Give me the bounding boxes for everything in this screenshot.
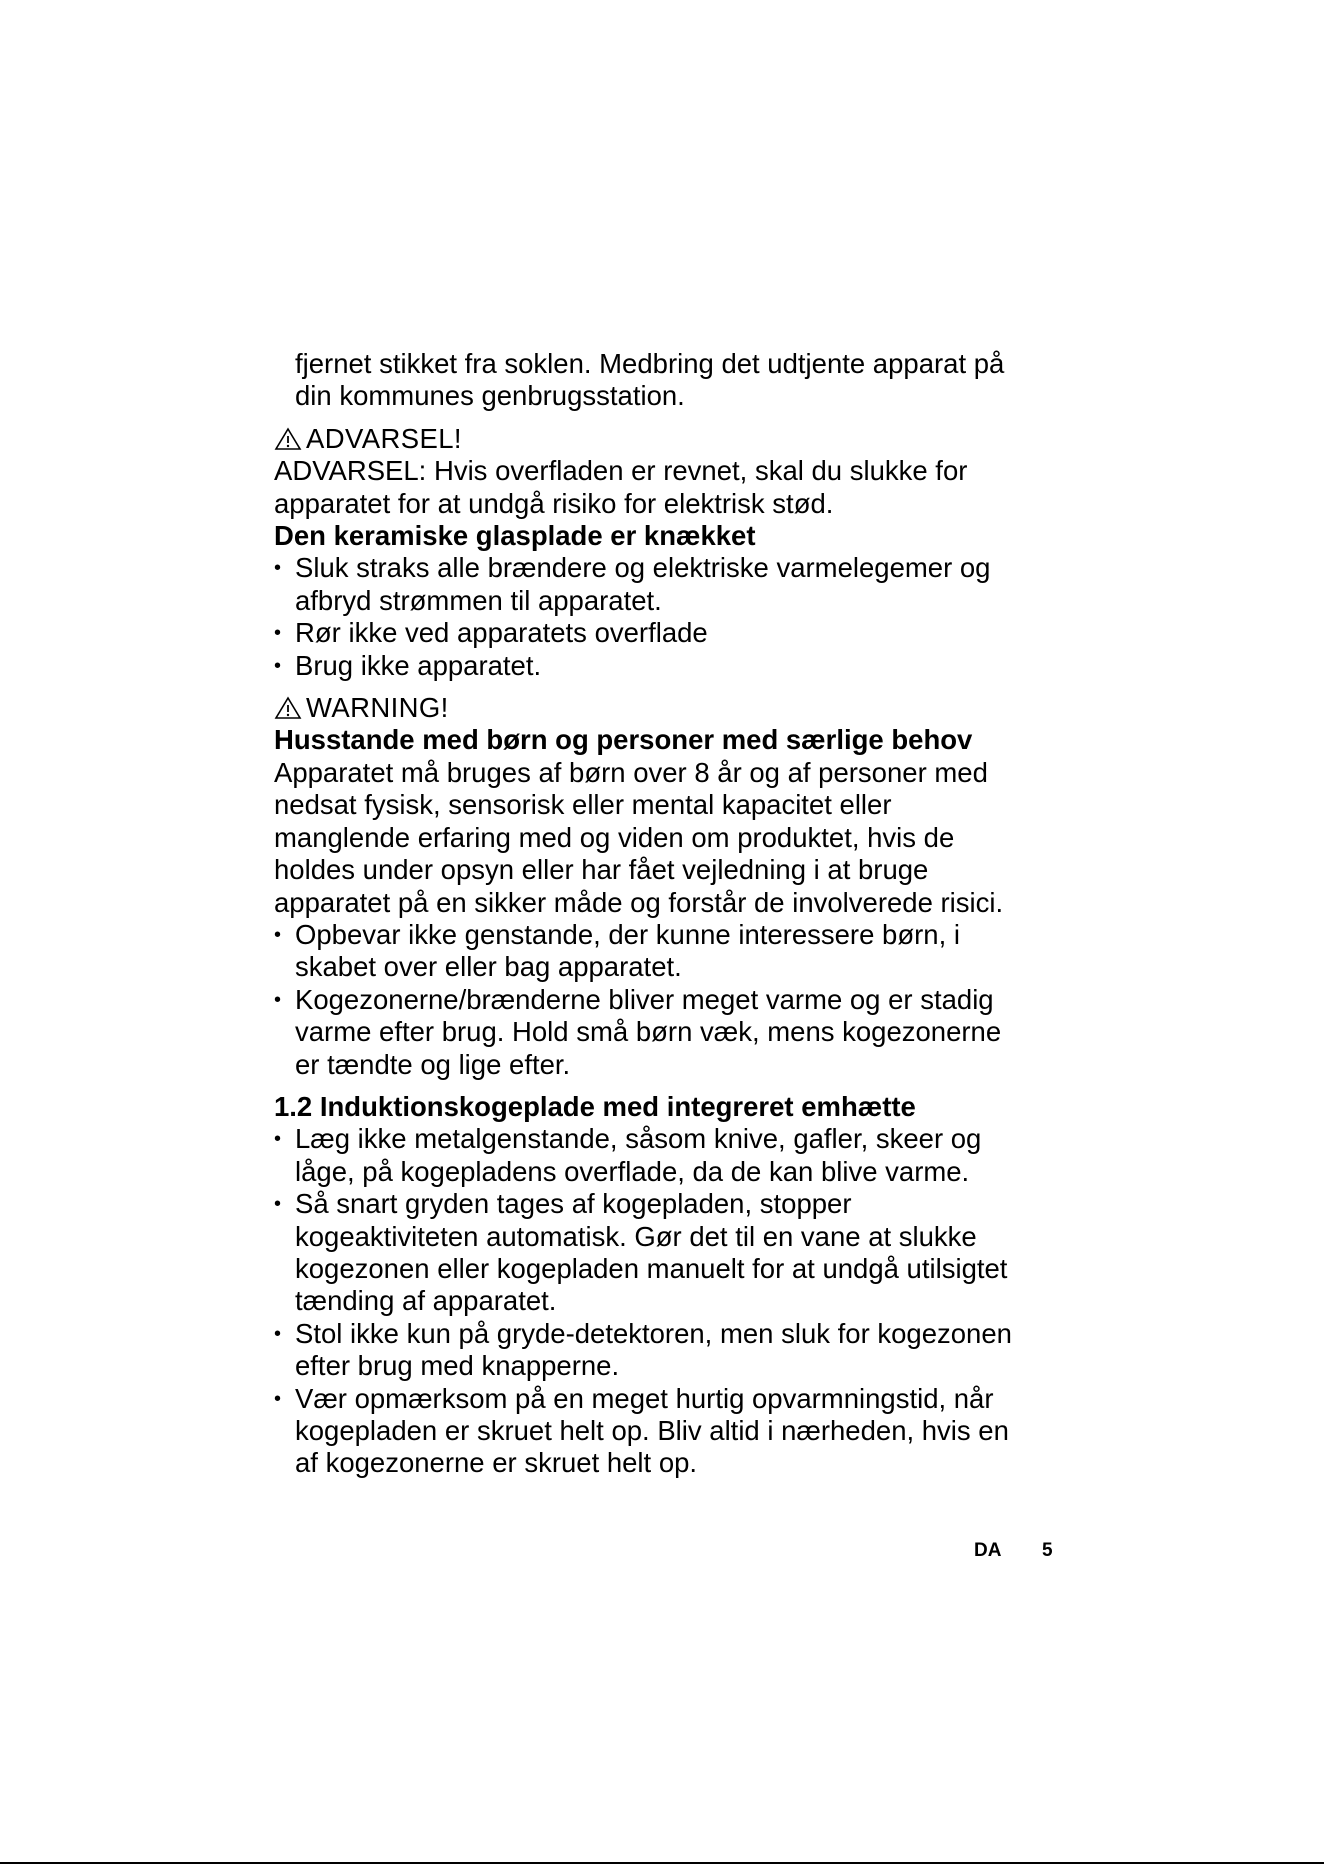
warning-text-line: apparatet på en sikker måde og forstår de involverede risici. (274, 886, 1004, 918)
list-item-line: efter brug med knapperne. (295, 1350, 620, 1382)
list-item (274, 1123, 1074, 1188)
list-item-line: Rør ikke ved apparatets overflade (295, 617, 708, 649)
advarsel-heading-text: ADVARSEL! (306, 422, 462, 454)
intro-paragraph (274, 348, 1074, 413)
intro-line: fjernet stikket fra soklen. Medbring det udtjente apparat på (295, 348, 1005, 379)
section-1-2-bullet-list (274, 1123, 1074, 1479)
advarsel-text-line: apparatet for at undgå risiko for elektrisk stød. (274, 487, 834, 519)
page-footer (974, 1540, 1053, 1562)
warning-triangle-icon (274, 696, 302, 720)
bullet-glyph: • (274, 923, 282, 946)
bullet-glyph: • (274, 1322, 282, 1345)
warning-heading-text: WARNING! (306, 692, 449, 724)
list-item-line: af kogezonerne er skruet helt op. (295, 1447, 698, 1479)
warning-heading (274, 692, 1074, 724)
warning-bullet-list (274, 919, 1074, 1081)
section-1-2 (274, 1091, 1074, 1480)
bottom-rule (0, 1862, 1324, 1864)
page-content (274, 348, 1074, 1480)
bullet-glyph: • (274, 1193, 282, 1216)
warning-text-line: manglende erfaring med og viden om produktet, hvis de (274, 821, 955, 853)
bullet-glyph: • (274, 1128, 282, 1151)
list-item-line: tænding af apparatet. (295, 1285, 557, 1317)
list-item-line: er tændte og lige efter. (295, 1048, 571, 1080)
list-item-line: afbryd strømmen til apparatet. (295, 584, 662, 616)
list-item (274, 1383, 1074, 1480)
bullet-glyph: • (274, 1387, 282, 1410)
list-item (274, 919, 1074, 984)
advarsel-text-line: ADVARSEL: Hvis overfladen er revnet, skal du slukke for (274, 455, 968, 487)
bullet-glyph: • (274, 988, 282, 1011)
warning-text-line: holdes under opsyn eller har fået vejledning i at bruge (274, 854, 929, 886)
list-item (274, 1318, 1074, 1383)
warning-text (274, 757, 1074, 919)
list-item (274, 552, 1074, 617)
list-item-line: kogepladen er skruet helt op. Bliv altid i nærheden, hvis en (295, 1415, 1009, 1446)
list-item-line: Så snart gryden tages af kogepladen, stopper (295, 1188, 852, 1220)
warning-text-line: nedsat fysisk, sensorisk eller mental kapacitet eller (274, 789, 892, 821)
list-item (274, 650, 1074, 682)
warning-triangle-icon (274, 427, 302, 451)
list-item-line: Læg ikke metalgenstande, såsom knive, gafler, skeer og (295, 1123, 982, 1155)
list-item-line: skabet over eller bag apparatet. (295, 951, 682, 983)
list-item (274, 1188, 1074, 1318)
advarsel-bullet-list (274, 552, 1074, 682)
page-number: 5 (1042, 1540, 1053, 1561)
list-item-line: Kogezonerne/brænderne bliver meget varme og er stadig (295, 983, 994, 1015)
warning-section (274, 692, 1074, 1081)
advarsel-heading (274, 423, 1074, 455)
list-item-line: Stol ikke kun på gryde-detektoren, men sluk for kogezonen (295, 1317, 1012, 1349)
list-item-line: varme efter brug. Hold små børn væk, mens kogezonerne (295, 1016, 1002, 1048)
list-item (274, 617, 1074, 649)
list-item-line: låge, på kogepladens overflade, da de kan blive varme. (295, 1155, 970, 1187)
list-item-line: Sluk straks alle brændere og elektriske varmelegemer og (295, 552, 991, 584)
advarsel-text (274, 455, 1074, 520)
language-code: DA (974, 1540, 1002, 1561)
list-item (274, 984, 1074, 1081)
bullet-glyph: • (274, 557, 282, 580)
bullet-glyph: • (274, 654, 282, 677)
list-item-line: kogeaktiviteten automatisk. Gør det til en vane at slukke (295, 1220, 977, 1252)
advarsel-subheading: Den keramiske glasplade er knækket (274, 520, 756, 552)
bullet-glyph: • (274, 622, 282, 645)
warning-subheading: Husstande med børn og personer med særlige behov (274, 724, 973, 756)
advarsel-section (274, 423, 1074, 682)
list-item-line: Brug ikke apparatet. (295, 649, 542, 681)
intro-line: din kommunes genbrugsstation. (295, 380, 685, 412)
list-item-line: Opbevar ikke genstande, der kunne interessere børn, i (295, 918, 960, 950)
warning-text-line: Apparatet må bruges af børn over 8 år og af personer med (274, 756, 988, 788)
list-item-line: Vær opmærksom på en meget hurtig opvarmningstid, når (295, 1382, 994, 1414)
list-item-line: kogezonen eller kogepladen manuelt for at undgå utilsigtet (295, 1252, 1008, 1284)
section-heading: 1.2 Induktionskogeplade med integreret emhætte (274, 1090, 916, 1122)
